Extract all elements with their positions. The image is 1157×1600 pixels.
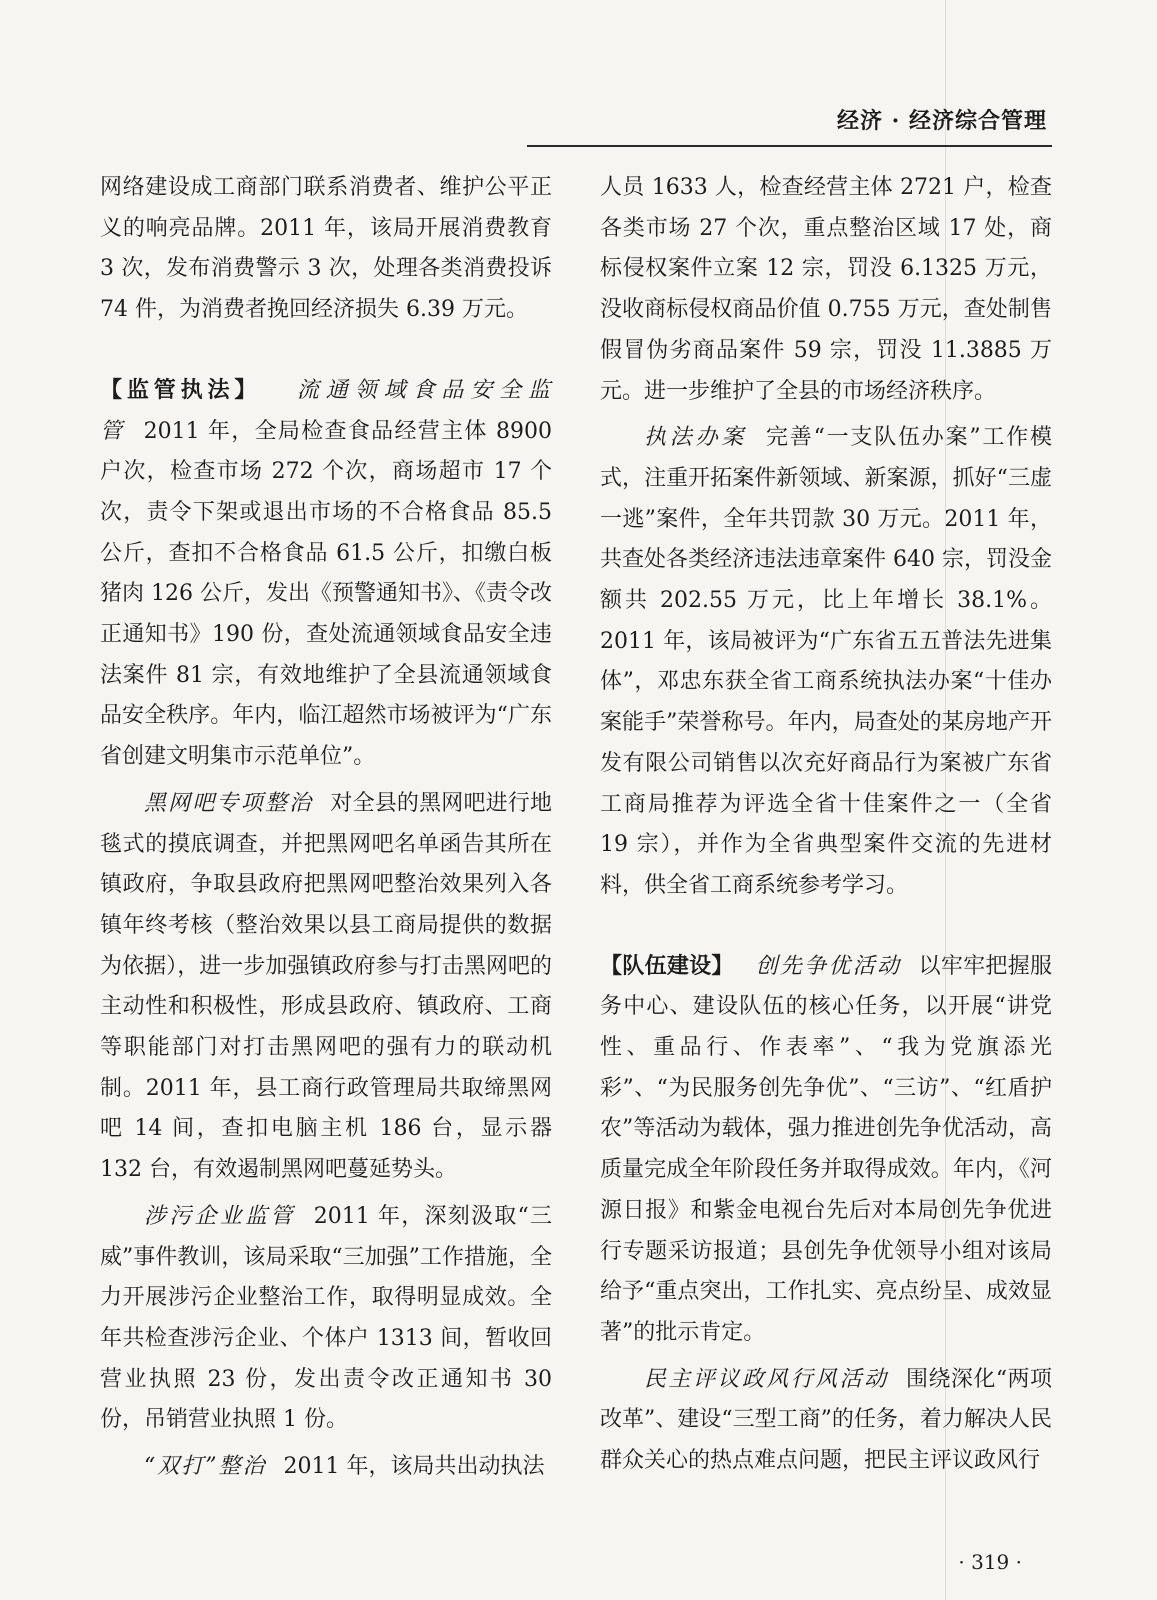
- subheading: 涉污企业监管: [144, 1203, 296, 1229]
- paragraph-text: 以牢牢把握服务中心、建设队伍的核心任务，以开展“讲党性、重品行、作表率”、“我为党旗添光彩”、“为民服务创先争优”、“三访”、“红盾护农”等活动为载体，强力推进创先争优活动，高质量完成全年阶段任务并取得成效。年内，《河源日报》和紫金电视台先后对本局创先争优进行专题采访报道；县创先争优领导小组对该局给予“重点突出，工作扎实、亮点纷呈、成效显著”的批示肯定。: [600, 953, 1052, 1345]
- paragraph-text: 完善“一支队伍办案”工作模式，注重开拓案件新领域、新案源，抓好“三虚一逃”案件，全年共罚款 30 万元。2011 年，共查处各类经济违法违章案件 640 宗，罚没金额共 202.55 万元，比上年增长 38.1%。2011 年，该局被评为“广东省五五普法先进集体”，邓忠东获全省工商系统执法办案“十佳办案能手”荣誉称号。年内，局查处的某房地产开发有限公司销售以次充好商品行为案被广东省工商局推荐为评选全省十佳案件之一（全省 19 宗），并作为全省典型案件交流的先进材料，供全省工商系统参考学习。: [600, 425, 1052, 898]
- right-column: [600, 168, 1052, 1482]
- paragraph: 网络建设成工商部门联系消费者、维护公平正义的响亮品牌。2011 年，该局开展消费教育 3 次，发布消费警示 3 次，处理各类消费投诉 74 件，为消费者挽回经济损失 6.39 万元。: [100, 175, 552, 323]
- section-paragraph: [100, 371, 552, 778]
- paragraph: [100, 1447, 552, 1488]
- subheading: 创先争优活动: [755, 953, 902, 979]
- subheading: 民主评议政风行风活动: [644, 1366, 889, 1392]
- paragraph-text: 围绕深化“两项改革”、建设“三型工商”的任务，着力解决人民群众关心的热点难点问题，把民主评议政风行: [600, 1366, 1052, 1474]
- paragraph: [600, 418, 1052, 906]
- paragraph: 人员 1633 人，检查经营主体 2721 户，检查各类市场 27 个次，重点整治区域 17 处，商标侵权案件立案 12 宗，罚没 6.1325 万元，没收商标侵权商品价值 0.755 万元，查处制售假冒伪劣商品案件 59 宗，罚没 11.3885 万元。进一步维护了全县的市场经济秩序。: [600, 175, 1052, 404]
- subheading: 执法办案: [644, 425, 748, 451]
- paragraph: [600, 1360, 1052, 1482]
- subheading: 黑网吧专项整治: [144, 790, 314, 816]
- paragraph: [100, 784, 552, 1191]
- section-paragraph: [600, 947, 1052, 1354]
- section-heading: 【队伍建设】: [600, 953, 734, 979]
- page-number: · 319 ·: [958, 1550, 1022, 1574]
- section-heading: 【监管执法】: [100, 377, 262, 403]
- subheading: 流通领域食品安全监管: [100, 377, 552, 444]
- left-column: [100, 168, 552, 1488]
- running-header: 经济 · 经济综合管理: [837, 108, 1047, 134]
- subheading: “双打”整治: [144, 1454, 267, 1480]
- paragraph-text: 2011 年，深刻汲取“三威”事件教训，该局采取“三加强”工作措施，全力开展涉污企业整治工作，取得明显成效。全年共检查涉污企业、个体户 1313 间，暂收回营业执照 23 份，发出责令改正通知书 30 份，吊销营业执照 1 份。: [100, 1203, 552, 1433]
- paragraph-text: 对全县的黑网吧进行地毯式的摸底调查，并把黑网吧名单函告其所在镇政府，争取县政府把黑网吧整治效果列入各镇年终考核（整治效果以县工商局提供的数据为依据），进一步加强镇政府参与打击黑网吧的主动性和积极性，形成县政府、镇政府、工商等职能部门对打击黑网吧的强有力的联动机制。2011 年，县工商行政管理局共取缔黑网吧 14 间，查扣电脑主机 186 台，显示器 132 台，有效遏制黑网吧蔓延势头。: [100, 790, 552, 1183]
- paragraph: [100, 1197, 552, 1441]
- paragraph-text: 2011 年，该局共出动执法: [283, 1454, 545, 1480]
- paragraph-text: 2011 年，全局检查食品经营主体 8900 户次，检查市场 272 个次，商场超市 17 个次，责令下架或退出市场的不合格食品 85.5 公斤，查扣不合格食品 61.5 公斤，扣缴白板猪肉 126 公斤，发出《预警通知书》、《责令改正通知书》190 份，查处流通领域食品安全违法案件 81 宗，有效地维护了全县流通领域食品安全秩序。年内，临江超然市场被评为“广东省创建文明集市示范单位”。: [100, 418, 552, 770]
- header-rule: [527, 145, 1052, 147]
